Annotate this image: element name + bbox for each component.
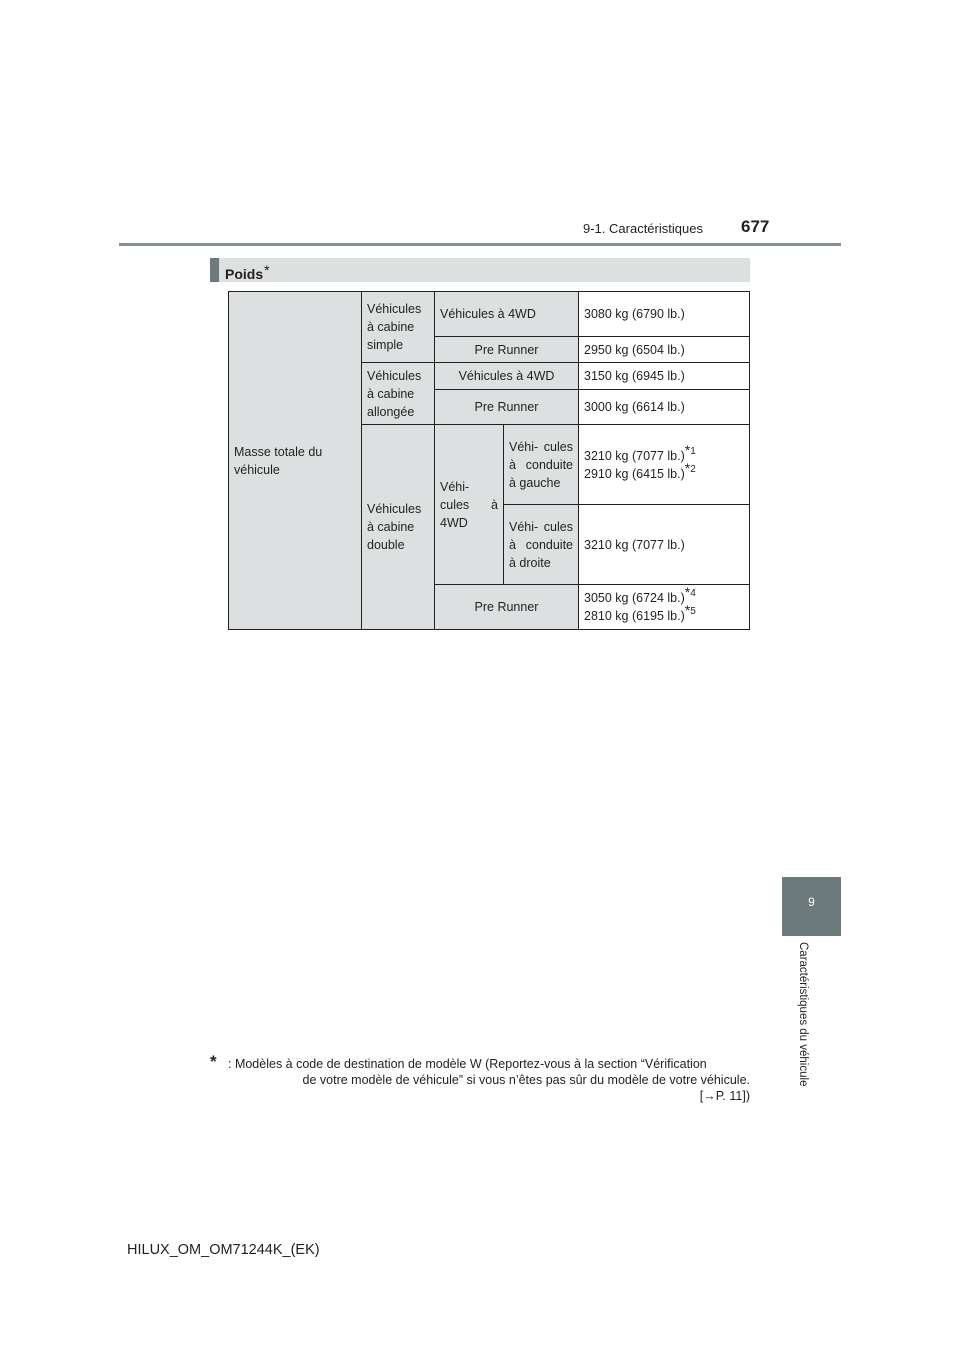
chapter-tab-label: [792, 942, 814, 1112]
double-cab-cell: [362, 425, 435, 630]
double-4wd-text: Véhi- cules à 4WD: [440, 479, 498, 530]
double-prerunner-value-2: 2810 kg (6195 lb.): [584, 609, 685, 623]
lhd-cell: [504, 425, 579, 505]
rhd-value: 3210 kg (7077 lb.): [579, 505, 750, 585]
section-title-text: Poids: [225, 266, 264, 282]
extended-4wd-cell: Véhicules à 4WD: [435, 363, 579, 390]
row-header-cell: [229, 292, 362, 630]
section-heading: 9-1. Caractéristiques: [583, 221, 703, 236]
asterisk-icon: *: [684, 441, 691, 458]
asterisk-icon: *: [210, 1052, 217, 1071]
double-prerunner-note-1: 4: [690, 588, 696, 599]
single-cab-cell: [362, 292, 435, 363]
row-header-text: Masse totale du véhicule: [234, 444, 323, 477]
asterisk-icon: *: [684, 459, 691, 476]
lhd-value-1: 3210 kg (7077 lb.): [584, 448, 685, 463]
lhd-value-2: 2910 kg (6415 lb.): [584, 466, 685, 481]
single-4wd-value: 3080 kg (6790 lb.): [579, 292, 750, 337]
single-4wd-cell: [435, 292, 579, 337]
chapter-tab: 9: [782, 877, 841, 936]
chapter-tab-text: Caractéristiques du véhicule: [797, 942, 809, 1087]
asterisk-icon: *: [684, 602, 691, 618]
section-title-bar: [210, 258, 750, 282]
title-accent: [210, 258, 219, 282]
lhd-value-cell: [579, 425, 750, 505]
lhd-note-1: 1: [690, 445, 696, 457]
extended-cab-cell: [362, 363, 435, 425]
section-title: [225, 262, 270, 282]
lhd-text: Véhi- cules à conduite à gauche: [509, 439, 573, 490]
lhd-note-2: 2: [690, 463, 696, 475]
double-4wd-cell: [435, 425, 504, 585]
single-prerunner-value: 2950 kg (6504 lb.): [579, 337, 750, 363]
footnote: [210, 1052, 750, 1104]
footnote-line-1: : Modèles à code de destination de modèle W (Reportez-vous à la section “Vérification: [228, 1057, 707, 1071]
double-prerunner-value-cell: [579, 585, 750, 630]
single-cab-text: Véhicules à cabine simple: [367, 302, 422, 352]
double-prerunner-cell: Pre Runner: [435, 585, 579, 630]
rhd-cell: [504, 505, 579, 585]
footnote-line-2: de votre modèle de véhicule” si vous n’êtes pas sûr du modèle de votre véhicule.: [302, 1073, 750, 1087]
double-prerunner-note-2: 5: [690, 606, 696, 617]
double-cab-text: Véhicules à cabine double: [367, 502, 422, 552]
page-number: 677: [741, 217, 770, 236]
weight-table: [228, 291, 750, 630]
extended-prerunner-cell: Pre Runner: [435, 390, 579, 425]
extended-prerunner-value: 3000 kg (6614 lb.): [579, 390, 750, 425]
footnote-page-reference: [→P. 11]): [699, 1089, 750, 1103]
asterisk-icon: *: [684, 584, 691, 600]
header-rule: [119, 243, 841, 246]
extended-cab-text: Véhicules à cabine allongée: [367, 368, 422, 419]
asterisk-icon: *: [264, 262, 270, 278]
extended-4wd-value: 3150 kg (6945 lb.): [579, 363, 750, 390]
double-prerunner-value-1: 3050 kg (6724 lb.): [584, 591, 685, 605]
single-4wd-text: Véhicules à 4WD: [440, 307, 536, 321]
single-prerunner-cell: Pre Runner: [435, 337, 579, 363]
rhd-text: Véhi- cules à conduite à droite: [509, 519, 573, 570]
document-id: HILUX_OM_OM71244K_(EK): [127, 1242, 320, 1258]
